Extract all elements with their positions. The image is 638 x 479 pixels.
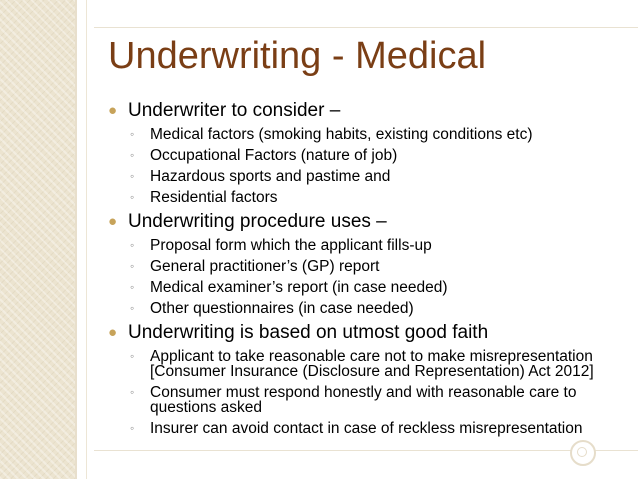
bullet-text: Underwriting is based on utmost good faith <box>128 322 489 343</box>
bullet-level2 <box>108 127 628 142</box>
bullet-circle-icon: ◦ <box>130 385 135 399</box>
bullet-text: General practitioner’s (GP) report <box>150 258 380 275</box>
bullet-text: Applicant to take reasonable care not to make misrepresentation [Consumer Insurance (Disclosure and Representation) Act 2012] <box>150 348 594 380</box>
top-rule <box>94 27 638 28</box>
sidebar-divider-line <box>86 0 87 479</box>
bullet-level2 <box>108 280 628 295</box>
bullet-circle-icon: ◦ <box>130 349 135 363</box>
bullet-level1 <box>108 211 628 233</box>
bullet-text: Insurer can avoid contact in case of reckless misrepresentation <box>150 420 583 437</box>
bullet-text: Residential factors <box>150 189 278 206</box>
bullet-level2 <box>108 169 628 184</box>
slide-body <box>108 100 628 442</box>
bullet-circle-icon: ◦ <box>130 169 135 183</box>
slide-title: Underwriting - Medical <box>108 35 487 77</box>
decorative-sidebar <box>0 0 75 479</box>
bottom-rule <box>94 450 638 451</box>
bullet-level1 <box>108 322 628 344</box>
bullet-level2 <box>108 421 628 436</box>
bullet-text: Medical examiner’s report (in case needed) <box>150 279 448 296</box>
bullet-dot-icon: ● <box>108 324 118 341</box>
bullet-text: Consumer must respond honestly and with reasonable care to questions asked <box>150 384 577 416</box>
bullet-dot-icon: ● <box>108 102 118 119</box>
bullet-circle-icon: ◦ <box>130 421 135 435</box>
bullet-text: Occupational Factors (nature of job) <box>150 147 398 164</box>
bullet-circle-icon: ◦ <box>130 280 135 294</box>
bullet-circle-icon: ◦ <box>130 259 135 273</box>
bullet-circle-icon: ◦ <box>130 238 135 252</box>
bullet-text: Other questionnaires (in case needed) <box>150 300 414 317</box>
bullet-dot-icon: ● <box>108 213 118 230</box>
bullet-text: Underwriter to consider – <box>128 100 341 121</box>
bullet-circle-icon: ◦ <box>130 301 135 315</box>
bullet-text: Medical factors (smoking habits, existing conditions etc) <box>150 126 533 143</box>
bullet-level2 <box>108 238 628 253</box>
bullet-circle-icon: ◦ <box>130 127 135 141</box>
bullet-level2 <box>108 259 628 274</box>
bullet-level2 <box>108 385 628 415</box>
bullet-circle-icon: ◦ <box>130 190 135 204</box>
bullet-level1 <box>108 100 628 122</box>
bullet-level2 <box>108 349 628 379</box>
sidebar-divider-line <box>75 0 77 479</box>
bullet-text: Proposal form which the applicant fills-up <box>150 237 432 254</box>
bullet-circle-icon: ◦ <box>130 148 135 162</box>
bullet-level2 <box>108 301 628 316</box>
bullet-level2 <box>108 190 628 205</box>
bullet-text: Hazardous sports and pastime and <box>150 168 391 185</box>
bullet-text: Underwriting procedure uses – <box>128 211 387 232</box>
corner-circle-ornament <box>570 440 596 466</box>
bullet-level2 <box>108 148 628 163</box>
